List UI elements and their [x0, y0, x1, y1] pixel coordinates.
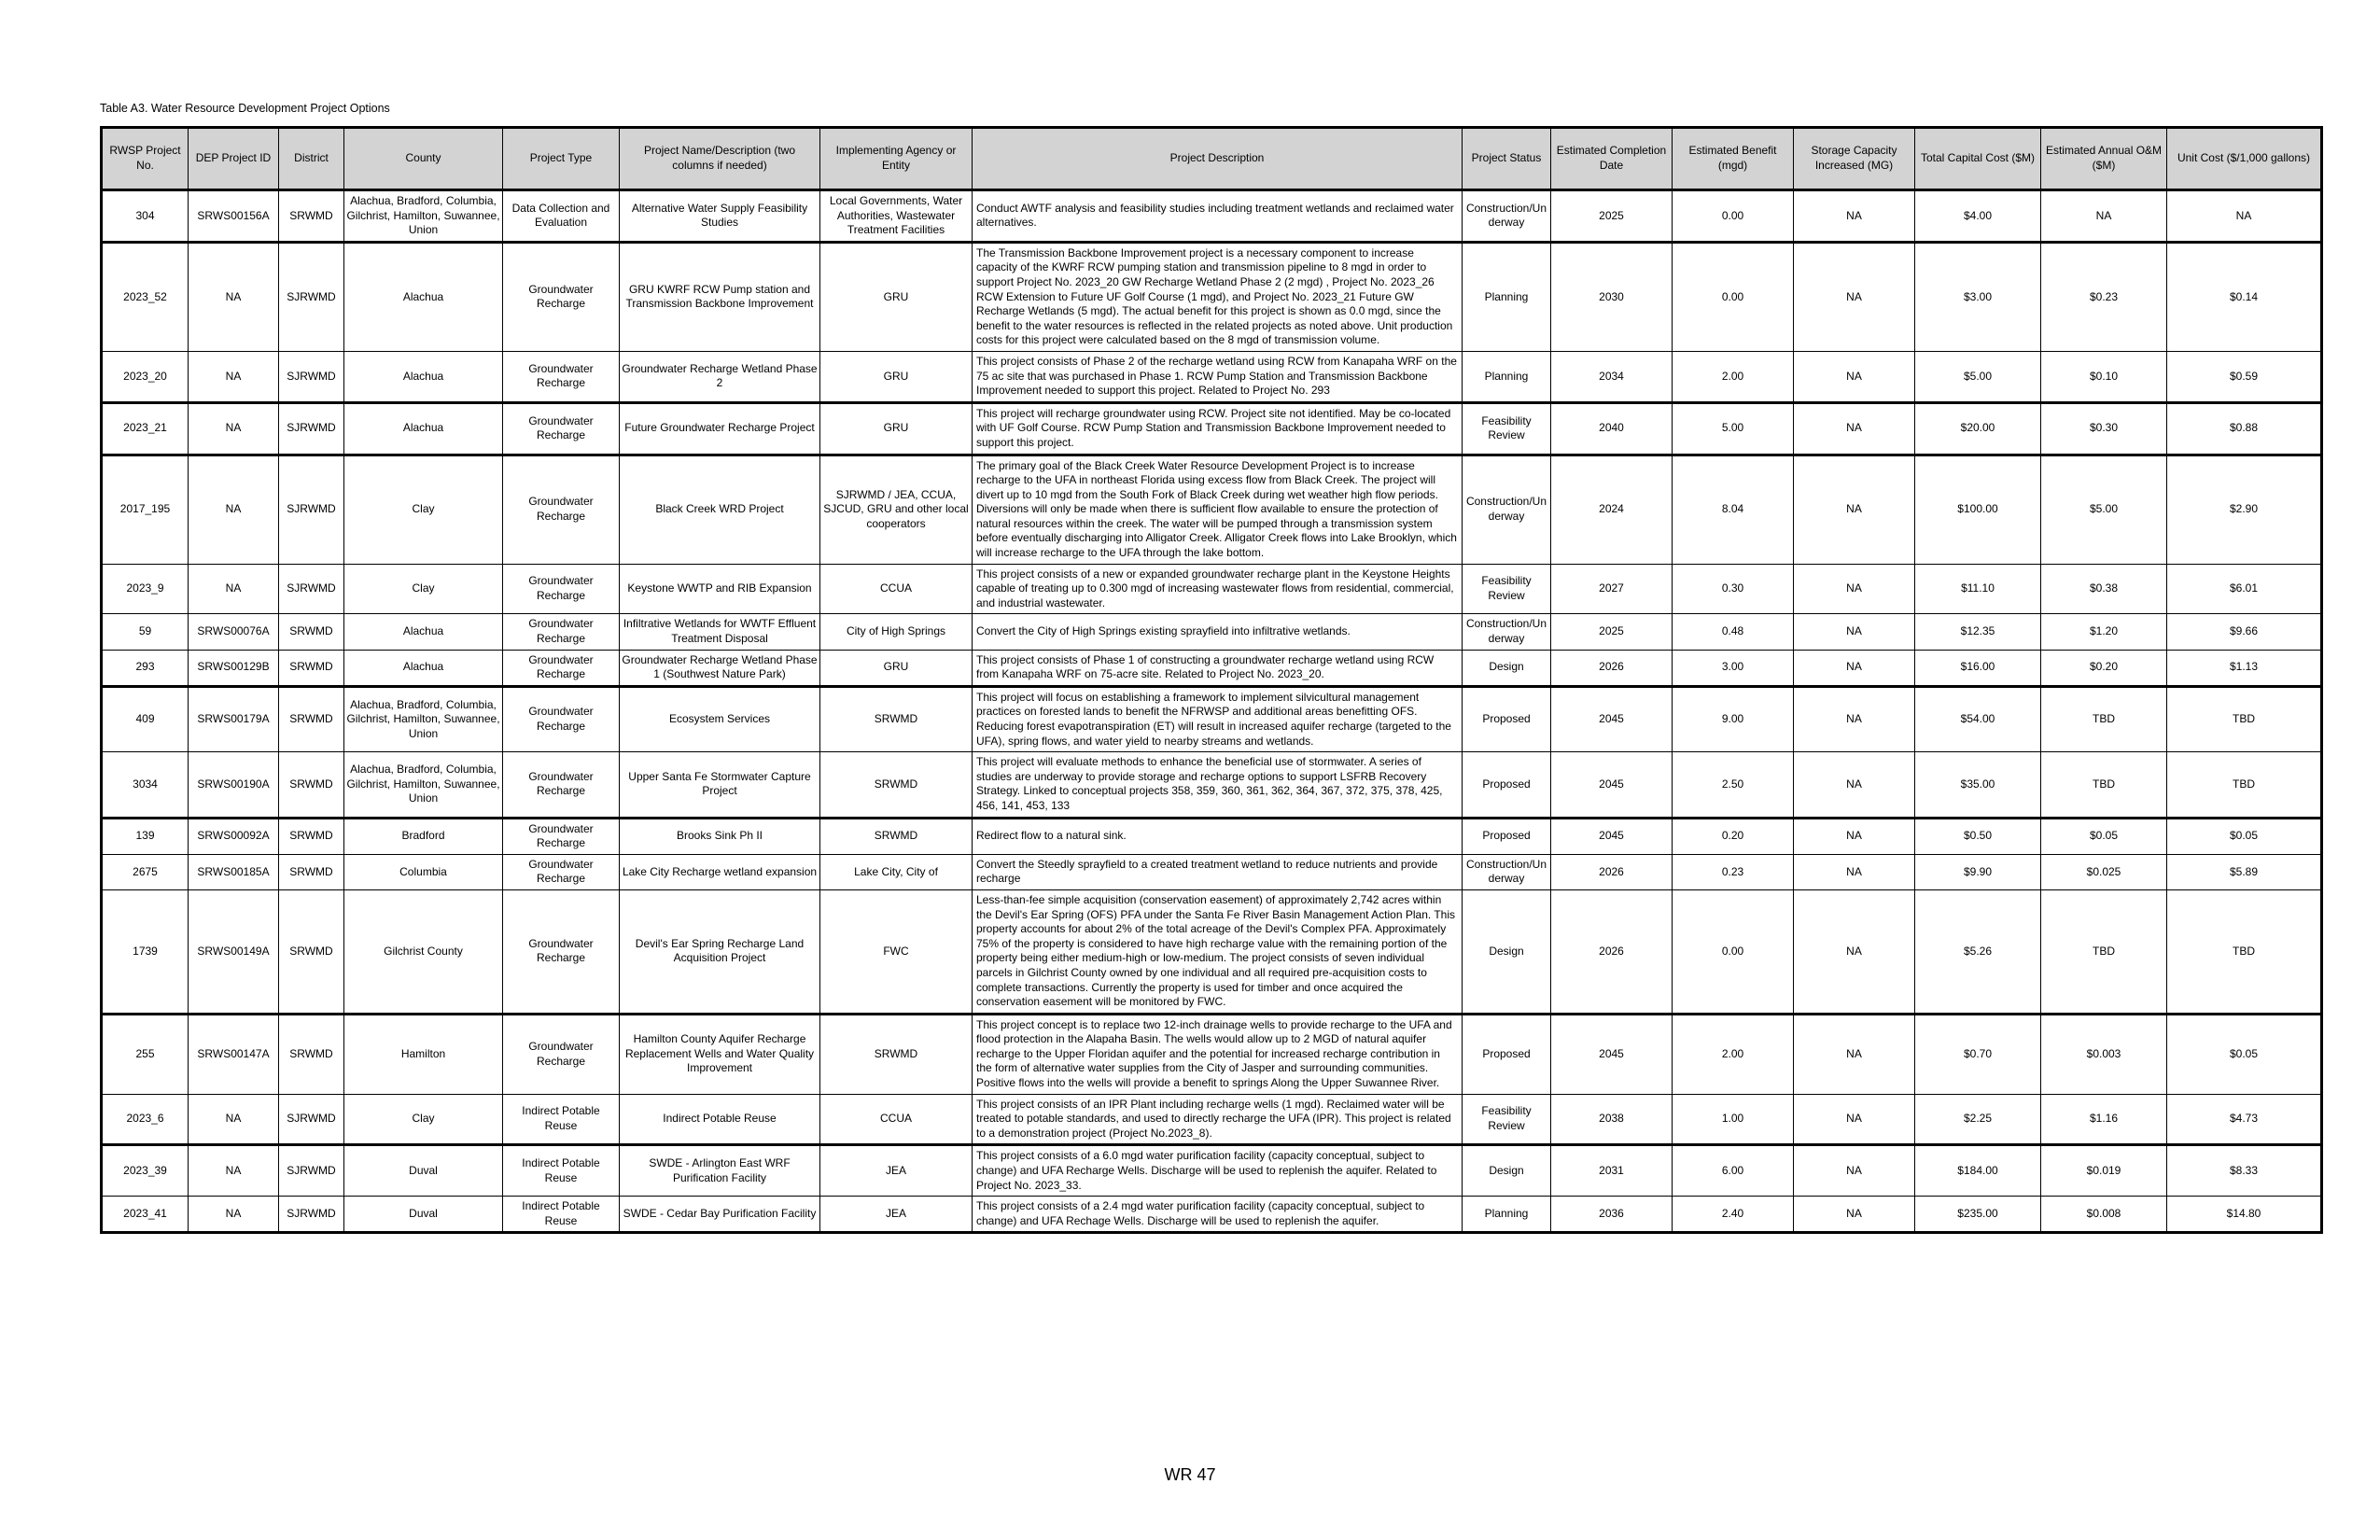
- cell-desc: This project consists of a 2.4 mgd water purification facility (capacity conceptual, subject to change) and UFA Rechage Wells. Discharge will be used to replenish the aquifer.: [973, 1197, 1463, 1233]
- cell-om: $1.20: [2041, 614, 2167, 650]
- cell-status: Design: [1463, 889, 1551, 1014]
- cell-district: SJRWMD: [279, 564, 344, 614]
- cell-dep_id: NA: [189, 351, 279, 402]
- cell-no: 2023_41: [102, 1197, 189, 1233]
- cell-no: 2017_195: [102, 455, 189, 564]
- table-row: [102, 889, 2322, 1014]
- cell-date: 2026: [1551, 854, 1673, 889]
- cell-dep_id: SRWS00129B: [189, 650, 279, 686]
- cell-unit: $1.13: [2167, 650, 2322, 686]
- cell-no: 59: [102, 614, 189, 650]
- cell-name: Devil's Ear Spring Recharge Land Acquisition Project: [620, 889, 820, 1014]
- table-row: [102, 1094, 2322, 1145]
- cell-county: Clay: [344, 1094, 503, 1145]
- cell-county: Alachua: [344, 614, 503, 650]
- cell-benefit: 0.00: [1673, 242, 1794, 351]
- cell-capital: $184.00: [1915, 1145, 2041, 1197]
- cell-capital: $4.00: [1915, 190, 2041, 243]
- cell-district: SJRWMD: [279, 455, 344, 564]
- cell-date: 2045: [1551, 752, 1673, 818]
- cell-date: 2026: [1551, 889, 1673, 1014]
- cell-storage: NA: [1794, 752, 1915, 818]
- cell-benefit: 0.30: [1673, 564, 1794, 614]
- cell-om: $0.20: [2041, 650, 2167, 686]
- cell-date: 2025: [1551, 614, 1673, 650]
- cell-dep_id: NA: [189, 455, 279, 564]
- table-title: Table A3. Water Resource Development Project Options: [100, 102, 390, 115]
- cell-date: 2030: [1551, 242, 1673, 351]
- cell-dep_id: NA: [189, 242, 279, 351]
- cell-status: Construction/Underway: [1463, 854, 1551, 889]
- cell-type: Indirect Potable Reuse: [503, 1094, 620, 1145]
- cell-status: Feasibility Review: [1463, 1094, 1551, 1145]
- cell-no: 2023_9: [102, 564, 189, 614]
- cell-status: Feasibility Review: [1463, 564, 1551, 614]
- cell-type: Indirect Potable Reuse: [503, 1197, 620, 1233]
- cell-status: Proposed: [1463, 752, 1551, 818]
- cell-status: Construction/Underway: [1463, 614, 1551, 650]
- cell-status: Construction/Underway: [1463, 190, 1551, 243]
- cell-capital: $35.00: [1915, 752, 2041, 818]
- cell-status: Proposed: [1463, 1014, 1551, 1094]
- cell-county: Alachua: [344, 650, 503, 686]
- table-row: [102, 614, 2322, 650]
- column-header-6: Project Name/Description (two columns if needed): [620, 128, 820, 190]
- cell-name: Lake City Recharge wetland expansion: [620, 854, 820, 889]
- cell-unit: $14.80: [2167, 1197, 2322, 1233]
- cell-date: 2034: [1551, 351, 1673, 402]
- cell-district: SJRWMD: [279, 402, 344, 455]
- cell-type: Groundwater Recharge: [503, 351, 620, 402]
- cell-dep_id: SRWS00149A: [189, 889, 279, 1014]
- column-header-10: Estimated Completion Date: [1551, 128, 1673, 190]
- cell-type: Groundwater Recharge: [503, 564, 620, 614]
- cell-desc: This project will recharge groundwater using RCW. Project site not identified. May be co-located with UF Golf Course. RCW Pump Station and Transmission Backbone Improvement needed to support this project.: [973, 402, 1463, 455]
- cell-benefit: 6.00: [1673, 1145, 1794, 1197]
- cell-unit: TBD: [2167, 889, 2322, 1014]
- cell-dep_id: SRWS00147A: [189, 1014, 279, 1094]
- cell-desc: This project consists of Phase 2 of the recharge wetland using RCW from Kanapaha WRF on the 75 ac site that was purchased in Phase 1. RCW Pump Station and Transmission Backbone Improvement needed to support this project. Related to Project No. 293: [973, 351, 1463, 402]
- column-header-7: Implementing Agency or Entity: [820, 128, 973, 190]
- cell-unit: $4.73: [2167, 1094, 2322, 1145]
- cell-dep_id: NA: [189, 1197, 279, 1233]
- cell-name: Groundwater Recharge Wetland Phase 1 (Southwest Nature Park): [620, 650, 820, 686]
- table-row: [102, 1197, 2322, 1233]
- cell-type: Groundwater Recharge: [503, 686, 620, 751]
- cell-unit: TBD: [2167, 752, 2322, 818]
- cell-om: $0.008: [2041, 1197, 2167, 1233]
- cell-benefit: 8.04: [1673, 455, 1794, 564]
- column-header-12: Storage Capacity Increased (MG): [1794, 128, 1915, 190]
- column-header-8: Project Description: [973, 128, 1463, 190]
- cell-agency: Lake City, City of: [820, 854, 973, 889]
- cell-benefit: 9.00: [1673, 686, 1794, 751]
- table-row: [102, 1014, 2322, 1094]
- cell-district: SRWMD: [279, 889, 344, 1014]
- cell-name: Brooks Sink Ph II: [620, 818, 820, 854]
- cell-desc: The primary goal of the Black Creek Water Resource Development Project is to increase recharge to the UFA in northeast Florida using excess flow from Black Creek. The project will divert up to 10 mgd from the South Fork of Black Creek during wet weather high flow periods. Diversions will only be made when there is sufficient flow available to ensure the protection of natural resources within the creek. The water will be pumped through a transmission system before eventually discharging into Alligator Creek. Alligator Creek flows into Lake Brooklyn, which will increase recharge to the UFA through the lake bottom.: [973, 455, 1463, 564]
- cell-type: Indirect Potable Reuse: [503, 1145, 620, 1197]
- cell-county: Columbia: [344, 854, 503, 889]
- cell-type: Groundwater Recharge: [503, 650, 620, 686]
- cell-district: SRWMD: [279, 650, 344, 686]
- cell-agency: Local Governments, Water Authorities, Wastewater Treatment Facilities: [820, 190, 973, 243]
- cell-storage: NA: [1794, 190, 1915, 243]
- cell-status: Planning: [1463, 351, 1551, 402]
- table-row: [102, 351, 2322, 402]
- cell-name: Infiltrative Wetlands for WWTF Effluent Treatment Disposal: [620, 614, 820, 650]
- cell-date: 2036: [1551, 1197, 1673, 1233]
- cell-status: Planning: [1463, 1197, 1551, 1233]
- cell-dep_id: SRWS00092A: [189, 818, 279, 854]
- cell-capital: $0.70: [1915, 1014, 2041, 1094]
- cell-storage: NA: [1794, 686, 1915, 751]
- cell-no: 1739: [102, 889, 189, 1014]
- cell-no: 2023_21: [102, 402, 189, 455]
- cell-desc: This project consists of a 6.0 mgd water purification facility (capacity conceptual, subject to change) and UFA Recharge Wells. Discharge will be used to replenish the aquifer. Related to Project No. 2023_33.: [973, 1145, 1463, 1197]
- column-header-11: Estimated Benefit (mgd): [1673, 128, 1794, 190]
- cell-benefit: 2.40: [1673, 1197, 1794, 1233]
- cell-unit: TBD: [2167, 686, 2322, 751]
- cell-name: Indirect Potable Reuse: [620, 1094, 820, 1145]
- cell-date: 2038: [1551, 1094, 1673, 1145]
- cell-desc: Conduct AWTF analysis and feasibility studies including treatment wetlands and reclaimed water alternatives.: [973, 190, 1463, 243]
- cell-om: NA: [2041, 190, 2167, 243]
- cell-desc: This project consists of a new or expanded groundwater recharge plant in the Keystone Heights capable of treating up to 0.300 mgd of increasing wastewater flows from residential, commercial, and industrial wastewater.: [973, 564, 1463, 614]
- cell-benefit: 0.00: [1673, 190, 1794, 243]
- cell-name: Hamilton County Aquifer Recharge Replacement Wells and Water Quality Improvement: [620, 1014, 820, 1094]
- cell-dep_id: SRWS00076A: [189, 614, 279, 650]
- table-row: [102, 752, 2322, 818]
- cell-agency: SRWMD: [820, 752, 973, 818]
- cell-type: Groundwater Recharge: [503, 854, 620, 889]
- cell-benefit: 0.23: [1673, 854, 1794, 889]
- cell-agency: CCUA: [820, 564, 973, 614]
- cell-agency: GRU: [820, 242, 973, 351]
- cell-date: 2026: [1551, 650, 1673, 686]
- cell-type: Groundwater Recharge: [503, 1014, 620, 1094]
- cell-no: 2023_39: [102, 1145, 189, 1197]
- cell-desc: The Transmission Backbone Improvement project is a necessary component to increase capacity of the KWRF RCW pumping station and transmission pipeline to 8 mgd in order to support Project No. 2023_20 GW Recharge Wetland Phase 2 (2 mgd) , Project No. 2023_26 RCW Extension to Future UF Golf Course (1 mgd), and Project No. 2023_21 Future GW Recharge Wetlands (5 mgd). The actual benefit for this project is shown as 0.0 mgd, since the benefit to the water resources is reflected in the related projects as noted above. Unit production costs for this project were calculated based on the 8 mgd of transmission volume.: [973, 242, 1463, 351]
- cell-dep_id: NA: [189, 1145, 279, 1197]
- cell-type: Data Collection and Evaluation: [503, 190, 620, 243]
- cell-benefit: 0.20: [1673, 818, 1794, 854]
- cell-no: 255: [102, 1014, 189, 1094]
- cell-om: $0.05: [2041, 818, 2167, 854]
- cell-county: Bradford: [344, 818, 503, 854]
- cell-county: Alachua, Bradford, Columbia, Gilchrist, Hamilton, Suwannee, Union: [344, 190, 503, 243]
- cell-no: 293: [102, 650, 189, 686]
- cell-district: SJRWMD: [279, 242, 344, 351]
- cell-benefit: 1.00: [1673, 1094, 1794, 1145]
- cell-dep_id: NA: [189, 402, 279, 455]
- table-row: [102, 818, 2322, 854]
- cell-type: Groundwater Recharge: [503, 455, 620, 564]
- cell-date: 2025: [1551, 190, 1673, 243]
- cell-storage: NA: [1794, 854, 1915, 889]
- cell-om: $0.003: [2041, 1014, 2167, 1094]
- cell-county: Alachua: [344, 242, 503, 351]
- cell-storage: NA: [1794, 402, 1915, 455]
- table-row: [102, 242, 2322, 351]
- cell-benefit: 2.50: [1673, 752, 1794, 818]
- cell-om: $0.025: [2041, 854, 2167, 889]
- table-row: [102, 650, 2322, 686]
- cell-storage: NA: [1794, 614, 1915, 650]
- cell-desc: Convert the City of High Springs existing sprayfield into infiltrative wetlands.: [973, 614, 1463, 650]
- cell-date: 2024: [1551, 455, 1673, 564]
- cell-agency: JEA: [820, 1145, 973, 1197]
- table-row: [102, 455, 2322, 564]
- cell-capital: $3.00: [1915, 242, 2041, 351]
- cell-agency: GRU: [820, 351, 973, 402]
- cell-storage: NA: [1794, 650, 1915, 686]
- cell-capital: $235.00: [1915, 1197, 2041, 1233]
- cell-district: SJRWMD: [279, 351, 344, 402]
- cell-storage: NA: [1794, 818, 1915, 854]
- cell-om: TBD: [2041, 889, 2167, 1014]
- cell-name: SWDE - Arlington East WRF Purification Facility: [620, 1145, 820, 1197]
- cell-dep_id: SRWS00190A: [189, 752, 279, 818]
- cell-no: 2023_20: [102, 351, 189, 402]
- cell-capital: $2.25: [1915, 1094, 2041, 1145]
- cell-om: TBD: [2041, 752, 2167, 818]
- cell-name: Future Groundwater Recharge Project: [620, 402, 820, 455]
- cell-date: 2027: [1551, 564, 1673, 614]
- cell-name: Alternative Water Supply Feasibility Studies: [620, 190, 820, 243]
- cell-county: Alachua: [344, 351, 503, 402]
- column-header-9: Project Status: [1463, 128, 1551, 190]
- cell-storage: NA: [1794, 1014, 1915, 1094]
- cell-storage: NA: [1794, 1197, 1915, 1233]
- cell-type: Groundwater Recharge: [503, 614, 620, 650]
- cell-storage: NA: [1794, 455, 1915, 564]
- cell-om: $0.10: [2041, 351, 2167, 402]
- cell-district: SJRWMD: [279, 1145, 344, 1197]
- cell-no: 409: [102, 686, 189, 751]
- column-header-4: County: [344, 128, 503, 190]
- cell-agency: GRU: [820, 650, 973, 686]
- cell-desc: This project concept is to replace two 12-inch drainage wells to provide recharge to the UFA and flood protection in the Alapaha Basin. The wells would allow up to 2 MGD of natural aquifer recharge to the Upper Floridan aquifer and the potential for increased recharge contribution in the form of alternative water supplies from the City of Jasper and surrounding communities. Positive flows into the wells will provide a benefit to springs Along the Upper Suwannee River.: [973, 1014, 1463, 1094]
- cell-benefit: 5.00: [1673, 402, 1794, 455]
- cell-date: 2031: [1551, 1145, 1673, 1197]
- cell-storage: NA: [1794, 1145, 1915, 1197]
- cell-desc: This project consists of an IPR Plant including recharge wells (1 mgd). Reclaimed water will be treated to potable standards, and used to directly recharge the UFA (IPR). This project is related to a demonstration project (Project No.2023_8).: [973, 1094, 1463, 1145]
- cell-name: Upper Santa Fe Stormwater Capture Project: [620, 752, 820, 818]
- cell-storage: NA: [1794, 889, 1915, 1014]
- cell-agency: City of High Springs: [820, 614, 973, 650]
- table-row: [102, 402, 2322, 455]
- cell-capital: $16.00: [1915, 650, 2041, 686]
- cell-county: Gilchrist County: [344, 889, 503, 1014]
- cell-district: SRWMD: [279, 614, 344, 650]
- cell-name: SWDE - Cedar Bay Purification Facility: [620, 1197, 820, 1233]
- cell-agency: SRWMD: [820, 1014, 973, 1094]
- cell-county: Duval: [344, 1145, 503, 1197]
- cell-name: Ecosystem Services: [620, 686, 820, 751]
- cell-benefit: 0.48: [1673, 614, 1794, 650]
- cell-storage: NA: [1794, 242, 1915, 351]
- cell-no: 3034: [102, 752, 189, 818]
- column-header-1: RWSP Project No.: [102, 128, 189, 190]
- cell-capital: $100.00: [1915, 455, 2041, 564]
- table-row: [102, 1145, 2322, 1197]
- cell-county: Clay: [344, 564, 503, 614]
- cell-agency: FWC: [820, 889, 973, 1014]
- projects-table: [100, 126, 2323, 1234]
- cell-om: TBD: [2041, 686, 2167, 751]
- column-header-3: District: [279, 128, 344, 190]
- cell-county: Clay: [344, 455, 503, 564]
- cell-district: SRWMD: [279, 190, 344, 243]
- cell-om: $5.00: [2041, 455, 2167, 564]
- cell-dep_id: SRWS00185A: [189, 854, 279, 889]
- cell-unit: $5.89: [2167, 854, 2322, 889]
- cell-unit: $8.33: [2167, 1145, 2322, 1197]
- table-row: [102, 686, 2322, 751]
- cell-om: $0.38: [2041, 564, 2167, 614]
- cell-storage: NA: [1794, 564, 1915, 614]
- cell-desc: Convert the Steedly sprayfield to a created treatment wetland to reduce nutrients and provide recharge: [973, 854, 1463, 889]
- cell-om: $0.23: [2041, 242, 2167, 351]
- cell-dep_id: NA: [189, 1094, 279, 1145]
- table-row: [102, 564, 2322, 614]
- column-header-15: Unit Cost ($/1,000 gallons): [2167, 128, 2322, 190]
- cell-agency: SRWMD: [820, 818, 973, 854]
- cell-no: 304: [102, 190, 189, 243]
- cell-county: Duval: [344, 1197, 503, 1233]
- cell-unit: $0.88: [2167, 402, 2322, 455]
- cell-unit: $0.05: [2167, 818, 2322, 854]
- cell-district: SRWMD: [279, 686, 344, 751]
- cell-status: Proposed: [1463, 818, 1551, 854]
- table-row: [102, 190, 2322, 243]
- cell-county: Alachua, Bradford, Columbia, Gilchrist, Hamilton, Suwannee, Union: [344, 686, 503, 751]
- cell-type: Groundwater Recharge: [503, 402, 620, 455]
- cell-capital: $5.26: [1915, 889, 2041, 1014]
- projects-table-body: [102, 190, 2322, 1233]
- column-header-13: Total Capital Cost ($M): [1915, 128, 2041, 190]
- cell-type: Groundwater Recharge: [503, 818, 620, 854]
- cell-status: Construction/Underway: [1463, 455, 1551, 564]
- cell-status: Planning: [1463, 242, 1551, 351]
- cell-district: SRWMD: [279, 818, 344, 854]
- cell-county: Alachua: [344, 402, 503, 455]
- cell-district: SJRWMD: [279, 1197, 344, 1233]
- cell-no: 2675: [102, 854, 189, 889]
- cell-district: SRWMD: [279, 752, 344, 818]
- cell-om: $1.16: [2041, 1094, 2167, 1145]
- cell-capital: $54.00: [1915, 686, 2041, 751]
- table-header: [102, 128, 2322, 190]
- cell-name: Groundwater Recharge Wetland Phase 2: [620, 351, 820, 402]
- cell-desc: This project will focus on establishing a framework to implement silvicultural management practices on forested lands to benefit the NFRWSP and additional areas benefitting OFS. Reducing forest evapotranspiration (ET) will result in increased aquifer recharge (targeted to the UFA), spring flows, and water yield to nearby streams and wetlands.: [973, 686, 1463, 751]
- cell-agency: GRU: [820, 402, 973, 455]
- cell-type: Groundwater Recharge: [503, 242, 620, 351]
- cell-desc: Less-than-fee simple acquisition (conservation easement) of approximately 2,742 acres within the Devil's Ear Spring (OFS) PFA under the Santa Fe River Basin Management Action Plan. This property accounts for about 2% of the total acreage of the Devil's Complex PFA. Approximately 75% of the property is considered to have high recharge value with the remaining portion of the property being either medium-high or low-medium. The project consists of seven individual parcels in Gilchrist County owned by one individual and all required pre-acquisition costs to complete transactions. Currently the property is used for timber and once acquired the conservation easement will be monitored by FWC.: [973, 889, 1463, 1014]
- cell-type: Groundwater Recharge: [503, 889, 620, 1014]
- cell-capital: $11.10: [1915, 564, 2041, 614]
- cell-unit: NA: [2167, 190, 2322, 243]
- cell-district: SRWMD: [279, 1014, 344, 1094]
- cell-dep_id: SRWS00156A: [189, 190, 279, 243]
- cell-agency: SRWMD: [820, 686, 973, 751]
- cell-storage: NA: [1794, 1094, 1915, 1145]
- cell-name: Keystone WWTP and RIB Expansion: [620, 564, 820, 614]
- cell-unit: $2.90: [2167, 455, 2322, 564]
- cell-type: Groundwater Recharge: [503, 752, 620, 818]
- cell-capital: $5.00: [1915, 351, 2041, 402]
- cell-date: 2045: [1551, 686, 1673, 751]
- column-header-2: DEP Project ID: [189, 128, 279, 190]
- cell-dep_id: NA: [189, 564, 279, 614]
- cell-status: Feasibility Review: [1463, 402, 1551, 455]
- cell-unit: $0.14: [2167, 242, 2322, 351]
- cell-status: Design: [1463, 650, 1551, 686]
- cell-county: Alachua, Bradford, Columbia, Gilchrist, Hamilton, Suwannee, Union: [344, 752, 503, 818]
- cell-dep_id: SRWS00179A: [189, 686, 279, 751]
- cell-no: 139: [102, 818, 189, 854]
- cell-om: $0.019: [2041, 1145, 2167, 1197]
- table-row: [102, 854, 2322, 889]
- cell-benefit: 2.00: [1673, 1014, 1794, 1094]
- cell-unit: $0.59: [2167, 351, 2322, 402]
- cell-storage: NA: [1794, 351, 1915, 402]
- cell-district: SJRWMD: [279, 1094, 344, 1145]
- cell-agency: JEA: [820, 1197, 973, 1233]
- cell-benefit: 3.00: [1673, 650, 1794, 686]
- cell-date: 2040: [1551, 402, 1673, 455]
- cell-county: Hamilton: [344, 1014, 503, 1094]
- cell-unit: $9.66: [2167, 614, 2322, 650]
- cell-desc: This project consists of Phase 1 of constructing a groundwater recharge wetland using RCW from Kanapaha WRF on 75-acre site. Related to Project No. 2023_20.: [973, 650, 1463, 686]
- cell-capital: $20.00: [1915, 402, 2041, 455]
- cell-name: Black Creek WRD Project: [620, 455, 820, 564]
- cell-agency: SJRWMD / JEA, CCUA, SJCUD, GRU and other local cooperators: [820, 455, 973, 564]
- cell-capital: $12.35: [1915, 614, 2041, 650]
- cell-desc: This project will evaluate methods to enhance the beneficial use of stormwater. A series of studies are underway to provide storage and recharge options to support LSFRB Recovery Strategy. Linked to conceptual projects 358, 359, 360, 361, 362, 364, 367, 372, 375, 378, 425, 456, 141, 453, 133: [973, 752, 1463, 818]
- cell-om: $0.30: [2041, 402, 2167, 455]
- cell-name: GRU KWRF RCW Pump station and Transmission Backbone Improvement: [620, 242, 820, 351]
- table-header-row: [102, 128, 2322, 190]
- cell-status: Design: [1463, 1145, 1551, 1197]
- column-header-14: Estimated Annual O&M ($M): [2041, 128, 2167, 190]
- cell-district: SRWMD: [279, 854, 344, 889]
- cell-benefit: 2.00: [1673, 351, 1794, 402]
- cell-no: 2023_6: [102, 1094, 189, 1145]
- cell-desc: Redirect flow to a natural sink.: [973, 818, 1463, 854]
- cell-agency: CCUA: [820, 1094, 973, 1145]
- page-number: WR 47: [1164, 1465, 1216, 1484]
- cell-date: 2045: [1551, 818, 1673, 854]
- cell-capital: $9.90: [1915, 854, 2041, 889]
- cell-capital: $0.50: [1915, 818, 2041, 854]
- cell-unit: $0.05: [2167, 1014, 2322, 1094]
- cell-unit: $6.01: [2167, 564, 2322, 614]
- column-header-5: Project Type: [503, 128, 620, 190]
- cell-benefit: 0.00: [1673, 889, 1794, 1014]
- cell-date: 2045: [1551, 1014, 1673, 1094]
- cell-status: Proposed: [1463, 686, 1551, 751]
- cell-no: 2023_52: [102, 242, 189, 351]
